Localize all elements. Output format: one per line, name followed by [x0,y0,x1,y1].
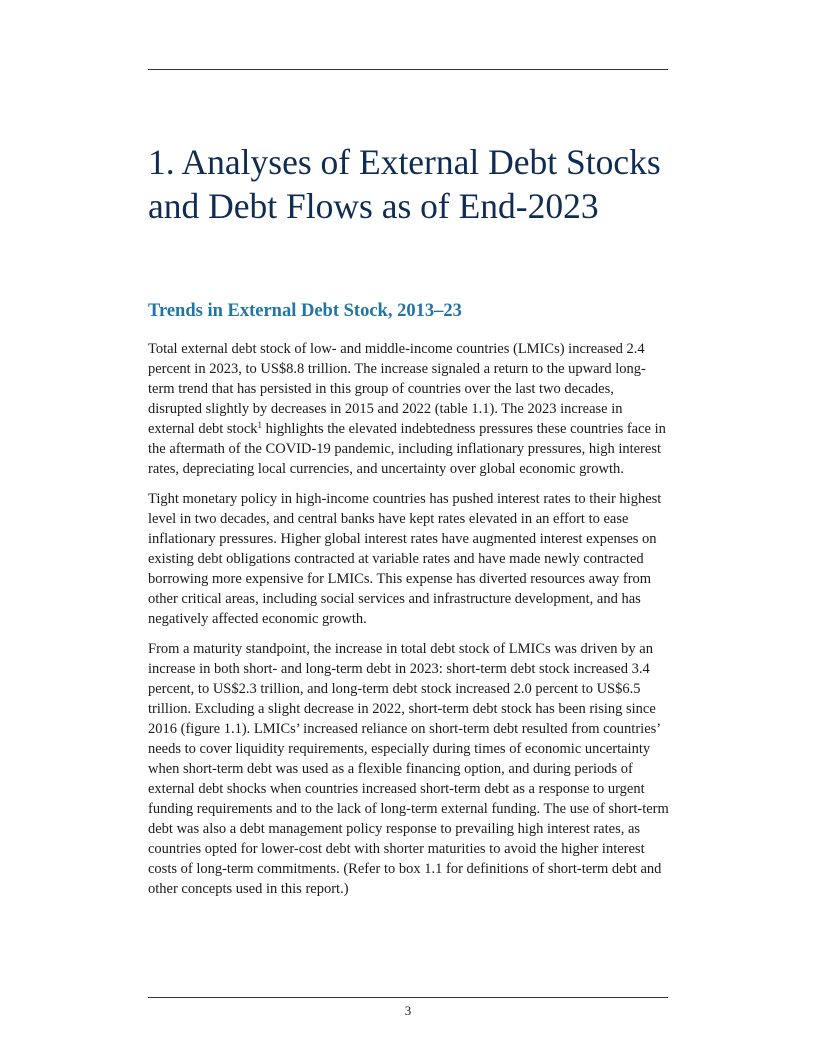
footer-rule [148,997,668,998]
section-heading: Trends in External Debt Stock, 2013–23 [148,301,462,321]
header-rule [148,69,668,70]
paragraph-2: Tight monetary policy in high-income countries has pushed interest rates to their highest level in two decades, and central banks have kept rates elevated in an effort to ease inflationary pressures. Higher global interest rates have augmented interest expenses on existing debt obligations contracted at variable rates and have made newly contracted borrowing more expensive for LMICs. This expense has diverted resources away from other critical areas, including social services and infrastructure development, and has negatively affected economic growth. [148,491,662,627]
paragraph-1-text-before-note: Total external debt stock of low- and middle-income countries (LMICs) increased 2.4 percent in 2023, to US$8.8 trillion. The increase signaled a return to the upward long-term trend that has persisted in this group of countries over the last two decades, disrupted slightly by decreases in 2015 and 2022 (table 1.1). The 2023 increase in external debt stock [148,341,646,437]
paragraph-3: From a maturity standpoint, the increase in total debt stock of LMICs was driven by an increase in both short- and long-term debt in 2023: short-term debt stock increased 3.4 percent, to US$2.3 trillion, and long-term debt stock increased 2.0 percent to US$6.5 trillion. Excluding a slight decrease in 2022, short-term debt stock has been rising since 2016 (figure 1.1). LMICs’ increased reliance on short-term debt resulted from countries’ needs to cover liquidity requirements, especially during times of economic uncertainty when short-term debt was used as a flexible financing option, and during periods of external debt shocks when countries increased short-term debt as a response to urgent funding requirements and to the lack of long-term external funding. The use of short-term debt was also a debt management policy response to prevailing high interest rates, as countries opted for lower-cost debt with shorter maturities to avoid the higher interest costs of long-term commitments. (Refer to box 1.1 for definitions of short-term debt and other concepts used in this report.) [148,641,669,897]
paragraph-1-text-after-note: highlights the elevated indebtedness pressures these countries face in the aftermath of the COVID-19 pandemic, including inflationary pressures, high interest rates, depreciating local currencies, and uncertainty over global economic growth. [148,421,666,477]
body-text [148,339,670,909]
footnote-ref-1[interactable]: 1 [257,420,263,430]
chapter-title: 1. Analyses of External Debt Stocks and Debt Flows as of End-2023 [148,142,661,226]
page-number: 3 [404,1003,412,1018]
paragraph-1 [148,339,670,479]
